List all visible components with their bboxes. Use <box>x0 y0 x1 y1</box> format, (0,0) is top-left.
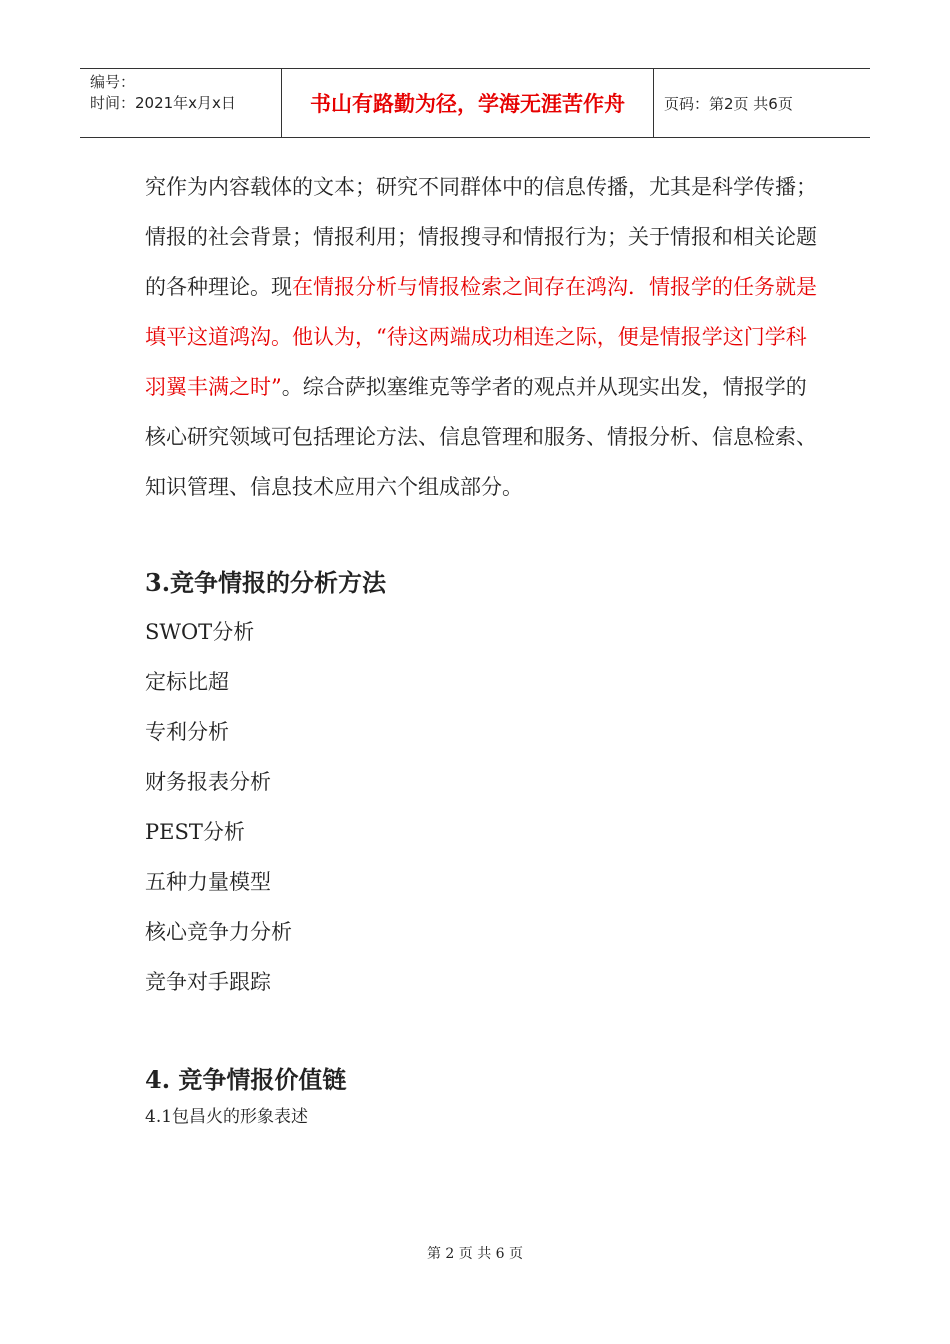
page-footer: 第 2 页 共 6 页 <box>426 1246 524 1262</box>
list-item: 五种力量模型 <box>145 870 271 894</box>
section4-subheading: 4.1包昌火的形象表述 <box>145 1107 309 1127</box>
list-item: 财务报表分析 <box>145 770 271 794</box>
section3-heading: 3.竞争情报的分析方法 <box>145 568 387 597</box>
analysis-methods-list <box>145 607 292 1007</box>
page-header <box>80 68 870 138</box>
list-item: PEST分析 <box>145 820 245 844</box>
header-motto: 书山有路勤为径，学海无涯苦作舟 <box>282 69 654 137</box>
header-page-info: 页码：第2页 共6页 <box>664 94 793 113</box>
body-paragraph <box>145 162 825 512</box>
list-item: 竞争对手跟踪 <box>145 970 271 994</box>
para-highlight: 在情报分析与情报检索之间存在鸿沟．情报学的任务就是填平这道鸿沟。他认为，“待这两端成功相连之际，便是情报学这门学科羽翼丰满之时” <box>145 275 817 399</box>
list-item: 定标比超 <box>145 670 229 694</box>
list-item: 专利分析 <box>145 720 229 744</box>
list-item: SWOT分析 <box>145 620 255 644</box>
header-meta <box>80 69 282 137</box>
section4-heading: 4. 竞争情报价值链 <box>145 1065 347 1094</box>
para-text-1: 究作为内容载体的文本；研究不同群体中的信息传播，尤其是科学传播；情报的社会背景；情报利用；情报搜寻和情报行为；关于情报和相关论题的各种理论。现 <box>145 175 817 299</box>
time-label: 时间：2021年x月x日 <box>90 94 236 112</box>
para-text-2: 。综合萨拟塞维克等学者的观点并从现实出发，情报学的核心研究领域可包括理论方法、信息管理和服务、情报分析、信息检索、知识管理、信息技术应用六个组成部分。 <box>145 375 817 499</box>
list-item: 核心竞争力分析 <box>145 920 292 944</box>
number-label: 编号： <box>90 73 136 91</box>
